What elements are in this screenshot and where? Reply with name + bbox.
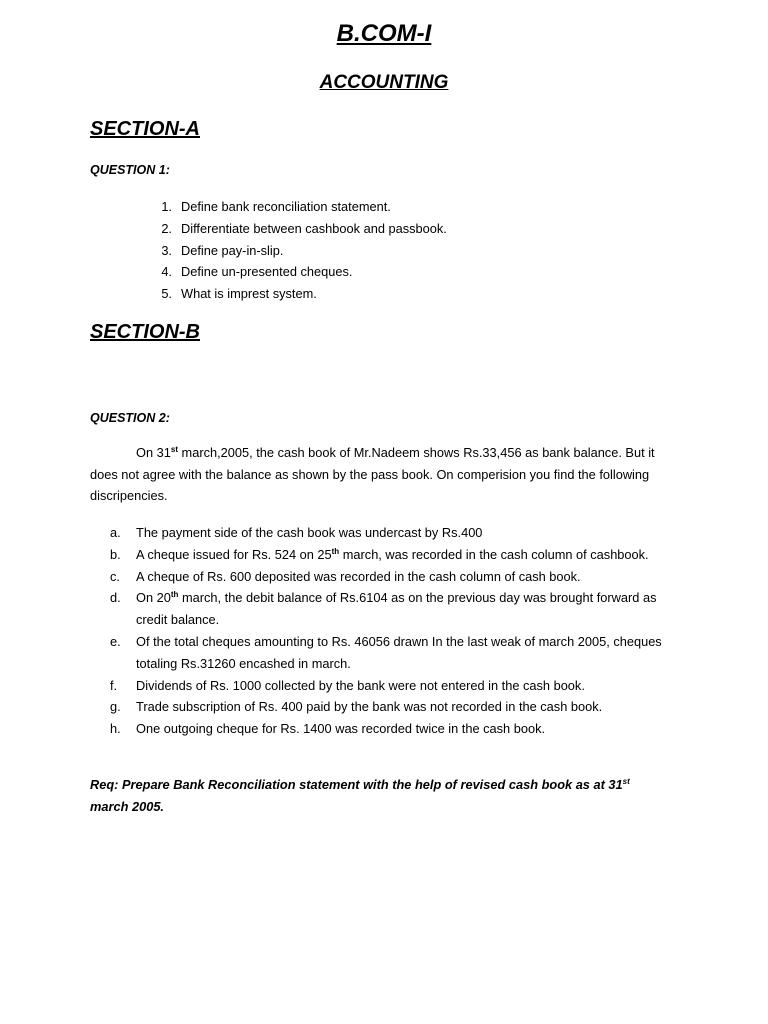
list-item-letter: h. — [110, 721, 121, 737]
list-item-letter: g. — [110, 699, 121, 715]
list-item-number: 4. — [161, 264, 172, 280]
list-item-letter: e. — [110, 633, 121, 649]
list-item-text: A cheque of Rs. 600 deposited was recorded in the cash column of cash book. — [136, 568, 581, 584]
list-item-text: On 20th march, the debit balance of Rs.6104 as on the previous day was brought forward as credit balance. — [136, 590, 657, 628]
intro-text: On 31 — [136, 445, 171, 460]
list-item-text: What is imprest system. — [181, 286, 317, 302]
list-item-number: 5. — [161, 286, 172, 302]
list-item-text: The payment side of the cash book was undercast by Rs.400 — [136, 525, 483, 540]
list-item-text: Define un-presented cheques. — [181, 264, 353, 280]
list-item-letter: d. — [110, 590, 121, 606]
requirement-continued: march 2005. — [90, 798, 164, 814]
list-item — [0, 544, 649, 566]
list-item-text: A cheque issued for Rs. 524 on 25th march, was recorded in the cash column of cashbook. — [136, 546, 649, 562]
list-item — [0, 696, 603, 718]
requirement-main: Req: Prepare Bank Reconciliation statement with the help of revised cash book as at 31 — [90, 777, 623, 792]
document-title: B.COM-I — [336, 20, 432, 47]
requirement-text — [90, 774, 650, 817]
intro-superscript: st — [170, 445, 178, 454]
list-item-text: Differentiate between cashbook and passbook. — [181, 220, 447, 236]
list-item-number: 1. — [161, 199, 172, 214]
question-2-label: QUESTION 2: — [90, 411, 170, 425]
list-item — [0, 675, 585, 697]
list-item-number: 3. — [161, 242, 172, 258]
question-2-intro — [90, 442, 680, 507]
list-item-number: 2. — [161, 220, 172, 236]
list-item-text: Trade subscription of Rs. 400 paid by the bank was not recorded in the cash book. — [136, 699, 603, 715]
question-1-label: QUESTION 1: — [90, 163, 170, 177]
section-a-heading: SECTION-A — [90, 118, 200, 140]
intro-text-continued: march,2005, the cash book of Mr.Nadeem shows Rs.33,456 as bank balance. But it does not agree with the balance as shown by the pass book. On comperision you find the following discripencies. — [90, 445, 655, 504]
list-item — [0, 566, 581, 588]
list-item-text: One outgoing cheque for Rs. 1400 was recorded twice in the cash book. — [136, 721, 546, 737]
list-item-letter: c. — [110, 568, 120, 584]
document-subtitle: ACCOUNTING — [319, 72, 449, 93]
list-item-text: Of the total cheques amounting to Rs. 46056 drawn In the last weak of march 2005, cheques totaling Rs.31260 encashed in march. — [136, 633, 662, 671]
list-item-text: Dividends of Rs. 1000 collected by the bank were not entered in the cash book. — [136, 677, 585, 693]
list-item-letter: f. — [110, 677, 118, 693]
list-item-letter: b. — [110, 546, 121, 562]
question-2-list — [0, 522, 662, 740]
list-item-text: Define pay-in-slip. — [181, 242, 284, 258]
list-item — [0, 718, 545, 740]
list-item — [0, 587, 657, 631]
list-item — [0, 631, 662, 675]
list-item — [0, 522, 545, 544]
list-item-letter: a. — [110, 525, 121, 540]
requirement-superscript: st — [622, 777, 630, 786]
section-b-heading: SECTION-B — [90, 321, 200, 343]
list-item-text: Define bank reconciliation statement. — [181, 199, 391, 214]
